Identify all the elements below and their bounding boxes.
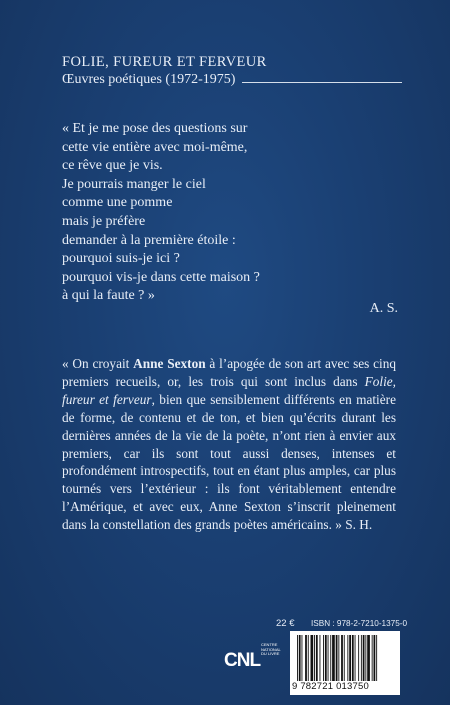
poem-line: mais je préfère bbox=[62, 213, 146, 229]
poem-line: pourquoi suis-je ici ? bbox=[62, 251, 180, 267]
poem-line: cette vie entière avec moi-même, bbox=[62, 139, 248, 155]
poem-excerpt bbox=[62, 120, 260, 306]
isbn-label: ISBN : 978-2-7210-1375-0 bbox=[311, 619, 408, 628]
book-title: FOLIE, FUREUR ET FERVEUR bbox=[62, 54, 267, 70]
poem-signature: A. S. bbox=[369, 301, 398, 316]
price-label: 22 € bbox=[276, 618, 295, 629]
poem-line: à qui la faute ? » bbox=[62, 288, 155, 304]
poem-line: ce rêve que je vis. bbox=[62, 158, 163, 174]
author-name: Anne Sexton bbox=[133, 356, 206, 371]
barcode bbox=[290, 631, 400, 695]
blurb-text-2: à l’apogée de son art avec ses cinq premiers recueils, or, les trois qui sont inclus dans bbox=[62, 356, 396, 389]
blurb-paragraph bbox=[62, 355, 396, 534]
cnl-logo-mark: CNL bbox=[224, 650, 261, 671]
poem-line: Je pourrais manger le ciel bbox=[62, 176, 206, 192]
blurb-text-1: « On croyait bbox=[62, 356, 134, 371]
poem-line: « Et je me pose des questions sur bbox=[62, 121, 248, 136]
book-subtitle: Œuvres poétiques (1972-1975) bbox=[62, 72, 236, 87]
book-header bbox=[62, 54, 402, 88]
poem-line: comme une pomme bbox=[62, 195, 173, 211]
cnl-logo bbox=[224, 636, 280, 680]
book-title-italic: Folie, fureur et ferveur bbox=[62, 373, 396, 407]
poem-line: pourquoi vis-je dans cette maison ? bbox=[62, 269, 260, 285]
divider-line bbox=[242, 82, 402, 83]
cnl-logo-text: CENTRE NATIONAL DU LIVRE bbox=[261, 642, 281, 657]
barcode-bars bbox=[297, 635, 393, 681]
barcode-digits: 9 782721 013750 bbox=[292, 681, 369, 692]
blurb-text-3: , bien que sensiblement différents en matière de forme, de contenu et de ton, et bien qu’écrits durant les dernières années de la vie de la poète, n’ont rien à envier aux premiers, car ils sont tout aussi denses, intenses et profondément introspectifs, tout en étant plus amples, car plus tournés vers l’extérieur : ils font véritablement entendre l’Amérique, et avec eux, Anne Sexton s’inscrit pleinement dans la constellation des grands poètes américains. » S. H. bbox=[62, 391, 396, 533]
poem-line: demander à la première étoile : bbox=[62, 232, 236, 248]
subtitle-row bbox=[62, 71, 402, 88]
